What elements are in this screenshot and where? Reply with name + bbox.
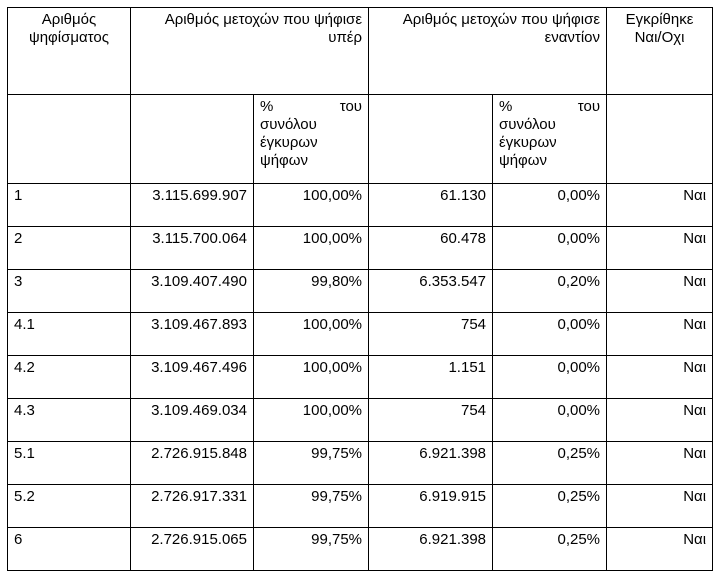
resolution-number-cell: 5.1 xyxy=(8,442,131,485)
approved-cell: Ναι xyxy=(607,227,713,270)
table-row xyxy=(8,313,713,356)
shares-against-cell: 60.478 xyxy=(369,227,493,270)
shares-against-percent-cell: 0,25% xyxy=(493,485,607,528)
table-row xyxy=(8,356,713,399)
table-row xyxy=(8,227,713,270)
approved-cell: Ναι xyxy=(607,528,713,571)
shares-against-cell: 1.151 xyxy=(369,356,493,399)
approved-cell: Ναι xyxy=(607,399,713,442)
shares-against-cell: 6.919.915 xyxy=(369,485,493,528)
shares-for-cell: 2.726.915.065 xyxy=(131,528,254,571)
resolution-number-cell: 2 xyxy=(8,227,131,270)
shares-for-cell: 3.109.467.496 xyxy=(131,356,254,399)
shares-for-percent-cell: 100,00% xyxy=(254,184,369,227)
shares-against-cell: 754 xyxy=(369,399,493,442)
header-shares-against: Αριθμός μετοχών που ψήφισε εναντίον xyxy=(369,8,607,95)
table-row xyxy=(8,485,713,528)
header-approved: Εγκρίθηκε Ναι/Οχι xyxy=(607,8,713,95)
shares-for-percent-cell: 100,00% xyxy=(254,356,369,399)
resolution-number-cell: 3 xyxy=(8,270,131,313)
empty-cell xyxy=(8,95,131,184)
approved-cell: Ναι xyxy=(607,442,713,485)
shares-against-cell: 6.353.547 xyxy=(369,270,493,313)
empty-cell xyxy=(131,95,254,184)
shares-for-cell: 3.109.407.490 xyxy=(131,270,254,313)
header-resolution-number: Αριθμός ψηφίσματος xyxy=(8,8,131,95)
shares-against-percent-cell: 0,00% xyxy=(493,399,607,442)
shares-against-cell: 754 xyxy=(369,313,493,356)
shares-for-cell: 2.726.917.331 xyxy=(131,485,254,528)
shares-for-percent-cell: 100,00% xyxy=(254,399,369,442)
shares-against-percent-cell: 0,00% xyxy=(493,227,607,270)
shares-for-cell: 3.109.469.034 xyxy=(131,399,254,442)
approved-cell: Ναι xyxy=(607,485,713,528)
percent-tou: του xyxy=(339,98,363,115)
header-against-percent xyxy=(493,95,607,184)
shares-for-cell: 2.726.915.848 xyxy=(131,442,254,485)
shares-for-percent-cell: 100,00% xyxy=(254,227,369,270)
approved-cell: Ναι xyxy=(607,270,713,313)
shares-against-percent-cell: 0,25% xyxy=(493,528,607,571)
percent-description: συνόλου έγκυρων ψήφων xyxy=(499,116,557,169)
table-row xyxy=(8,399,713,442)
approved-cell: Ναι xyxy=(607,184,713,227)
header-shares-for: Αριθμός μετοχών που ψήφισε υπέρ xyxy=(131,8,369,95)
percent-sign: % xyxy=(260,98,274,115)
approved-cell: Ναι xyxy=(607,313,713,356)
resolution-number-cell: 4.2 xyxy=(8,356,131,399)
resolution-number-cell: 4.1 xyxy=(8,313,131,356)
shares-for-percent-cell: 99,75% xyxy=(254,442,369,485)
percent-tou: του xyxy=(577,98,601,115)
shares-for-cell: 3.115.700.064 xyxy=(131,227,254,270)
shares-against-cell: 6.921.398 xyxy=(369,528,493,571)
header-row xyxy=(8,8,713,95)
empty-cell xyxy=(607,95,713,184)
header-for-percent xyxy=(254,95,369,184)
shares-against-percent-cell: 0,25% xyxy=(493,442,607,485)
shares-for-cell: 3.109.467.893 xyxy=(131,313,254,356)
shares-against-percent-cell: 0,00% xyxy=(493,313,607,356)
resolution-number-cell: 4.3 xyxy=(8,399,131,442)
shares-against-cell: 61.130 xyxy=(369,184,493,227)
table-row xyxy=(8,442,713,485)
shares-against-percent-cell: 0,00% xyxy=(493,184,607,227)
resolution-number-cell: 6 xyxy=(8,528,131,571)
approved-cell: Ναι xyxy=(607,356,713,399)
percent-sign: % xyxy=(499,98,513,115)
shares-for-percent-cell: 99,75% xyxy=(254,528,369,571)
shares-for-percent-cell: 99,80% xyxy=(254,270,369,313)
shares-against-cell: 6.921.398 xyxy=(369,442,493,485)
table-row xyxy=(8,270,713,313)
resolution-number-cell: 1 xyxy=(8,184,131,227)
voting-results-table xyxy=(7,7,713,571)
empty-cell xyxy=(369,95,493,184)
shares-against-percent-cell: 0,20% xyxy=(493,270,607,313)
shares-for-cell: 3.115.699.907 xyxy=(131,184,254,227)
table-row xyxy=(8,184,713,227)
subheader-row xyxy=(8,95,713,184)
table-row xyxy=(8,528,713,571)
resolution-number-cell: 5.2 xyxy=(8,485,131,528)
shares-against-percent-cell: 0,00% xyxy=(493,356,607,399)
shares-for-percent-cell: 99,75% xyxy=(254,485,369,528)
shares-for-percent-cell: 100,00% xyxy=(254,313,369,356)
percent-description: συνόλου έγκυρων ψήφων xyxy=(260,116,318,169)
